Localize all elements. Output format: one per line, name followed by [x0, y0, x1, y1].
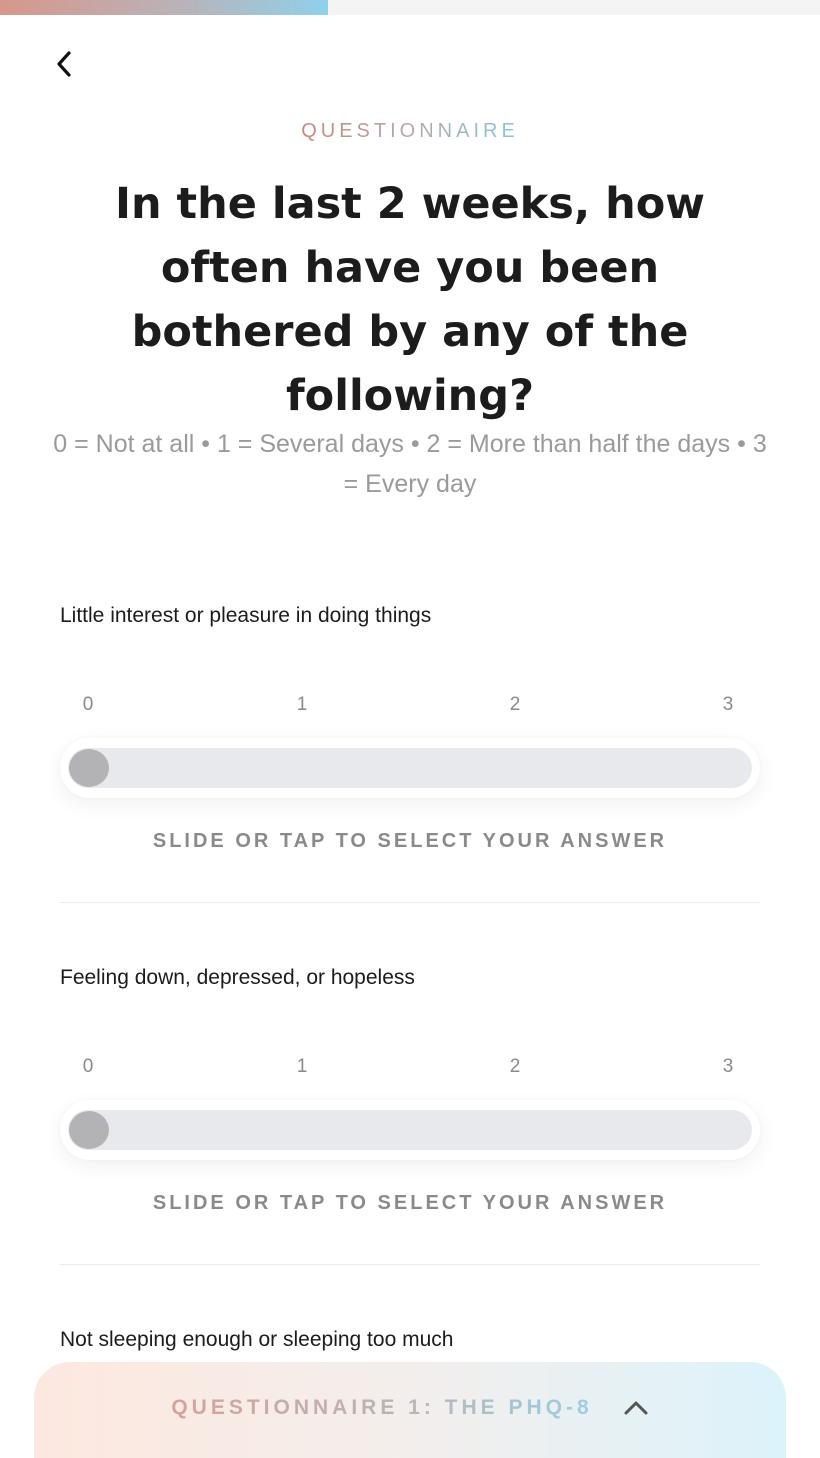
scale-legend: 0 = Not at all • 1 = Several days • 2 = More than half the days • 3 = Every day: [53, 430, 767, 498]
page-title: In the last 2 weeks, how often have you been bothered by any of the following?: [114, 179, 706, 421]
slider-hint: SLIDE OR TAP TO SELECT YOUR ANSWER: [152, 1192, 668, 1214]
tick-label: 3: [722, 1056, 734, 1077]
slider-track[interactable]: [68, 748, 752, 788]
tick-label: 2: [509, 1056, 521, 1077]
slider-thumb[interactable]: [69, 1111, 109, 1149]
tick-label: 3: [722, 694, 734, 715]
questionnaire-bottom-sheet[interactable]: [34, 1362, 786, 1458]
scale-ticks: [60, 694, 760, 718]
tick-label: 0: [82, 1056, 94, 1077]
chevron-left-icon: [53, 49, 75, 79]
divider: [60, 1264, 760, 1265]
eyebrow-text: QUESTIONNAIRE: [301, 120, 519, 142]
scale-ticks: [60, 1056, 760, 1080]
slider-thumb[interactable]: [69, 749, 109, 787]
eyebrow-label: [0, 120, 820, 143]
bottom-sheet-label: QUESTIONNAIRE 1: THE PHQ-8: [171, 1396, 593, 1419]
slider-hint: SLIDE OR TAP TO SELECT YOUR ANSWER: [152, 830, 668, 852]
tick-label: 1: [296, 694, 308, 715]
chevron-up-icon[interactable]: [623, 1398, 649, 1416]
question-text: Little interest or pleasure in doing things: [60, 604, 432, 627]
slider-track[interactable]: [68, 1110, 752, 1150]
divider: [60, 902, 760, 903]
tick-label: 2: [509, 694, 521, 715]
progress-bar: [0, 0, 820, 15]
question-item: [60, 602, 760, 852]
question-text: Feeling down, depressed, or hopeless: [60, 966, 415, 989]
progress-bar-fill: [0, 0, 328, 15]
answer-slider: [60, 738, 760, 798]
back-button[interactable]: [44, 44, 84, 84]
question-item: [60, 964, 760, 1214]
tick-label: 0: [82, 694, 94, 715]
tick-label: 1: [296, 1056, 308, 1077]
answer-slider: [60, 1100, 760, 1160]
question-text: Not sleeping enough or sleeping too much: [60, 1328, 454, 1351]
question-item: [60, 1326, 760, 1354]
